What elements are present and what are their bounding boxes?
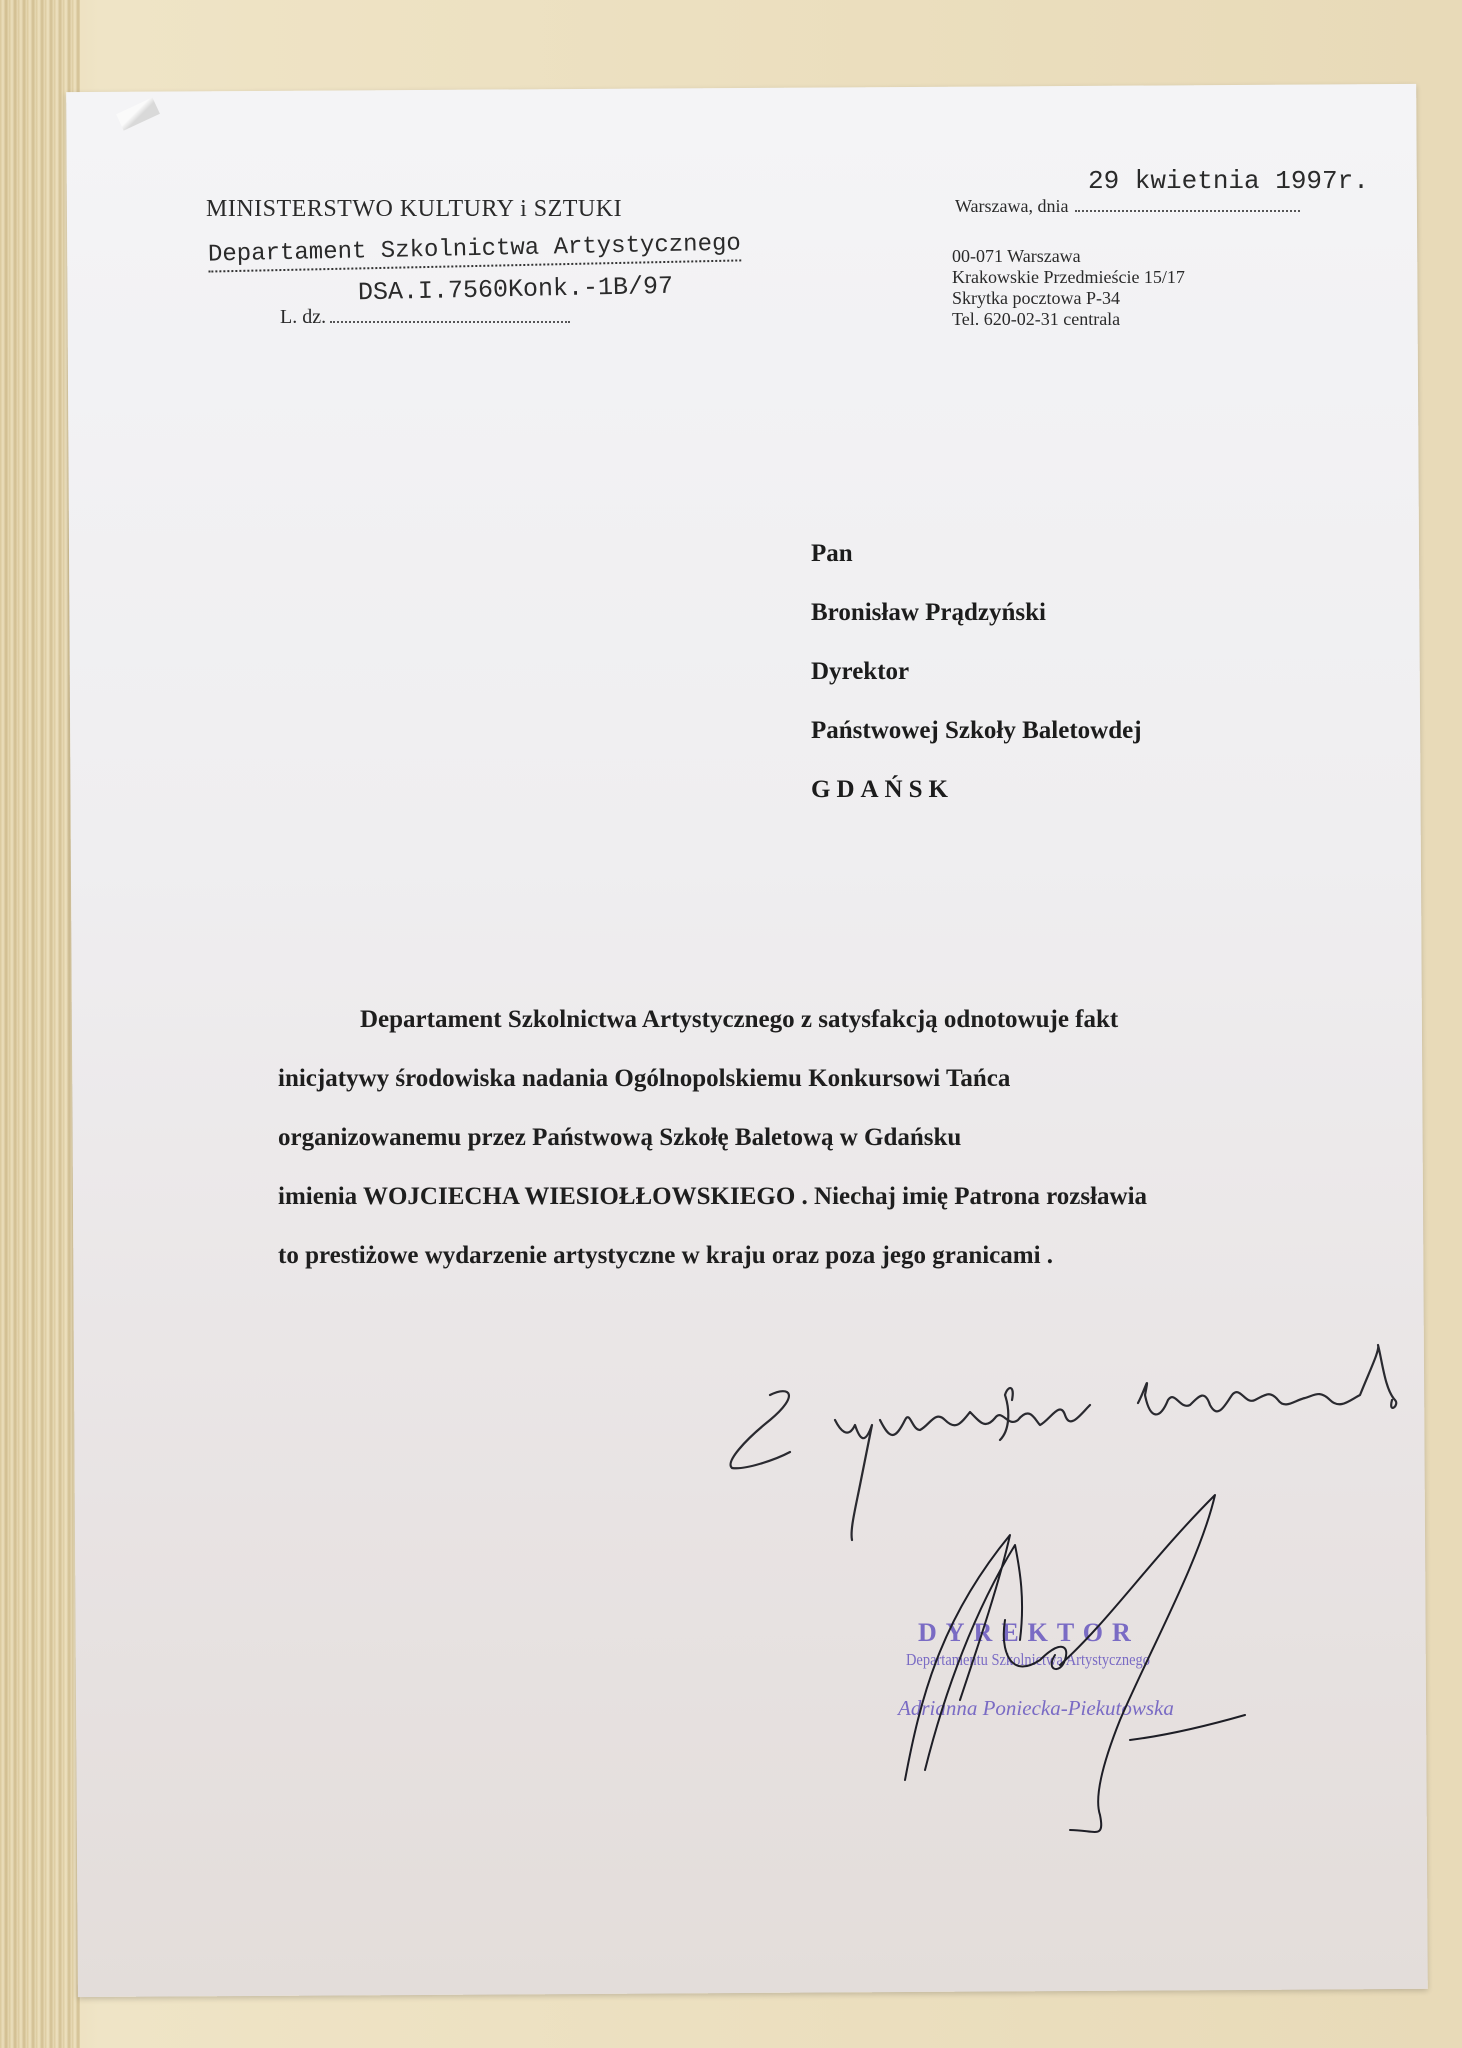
recipient-title: Dyrektor bbox=[811, 658, 910, 685]
body-line: organizowanemu przez Państwową Szkołę Baletową w Gdańsku bbox=[278, 1124, 962, 1151]
stamp-title: DYREKTOR bbox=[918, 1618, 1140, 1647]
address-line: Tel. 620-02-31 centrala bbox=[952, 309, 1121, 329]
reference-number: DSA.I.7560Konk.-1B/97 bbox=[357, 271, 674, 308]
body-line: imienia WOJCIECHA WIESIOŁŁOWSKIEGO . Niechaj imię Patrona rozsławia bbox=[278, 1183, 1148, 1210]
date-field bbox=[955, 196, 1300, 217]
recipient-name: Bronisław Prądzyński bbox=[811, 599, 1046, 626]
body-line: inicjatywy środowiska nadania Ogólnopolskiemu Konkursowi Tańca bbox=[278, 1065, 1011, 1092]
address-line: Skrytka pocztowa P-34 bbox=[952, 288, 1120, 308]
body-line: Departament Szkolnictwa Artystycznego z satysfakcją odnotowuje fakt bbox=[360, 1006, 1119, 1033]
letter-body bbox=[278, 1002, 1258, 1297]
address-line: 00-071 Warszawa bbox=[952, 246, 1081, 266]
ministry-name: MINISTERSTWO KULTURY i SZTUKI bbox=[206, 196, 623, 222]
date-dotted-line bbox=[1075, 210, 1300, 212]
recipient-block bbox=[811, 536, 1142, 831]
address-line: Krakowskie Przedmieście 15/17 bbox=[952, 267, 1185, 287]
place-label: Warszawa, dnia bbox=[955, 196, 1069, 216]
director-stamp bbox=[898, 1618, 1193, 1721]
body-line: to prestiżowe wydarzenie artystyczne w kraju oraz poza jego granicami . bbox=[278, 1242, 1054, 1269]
typed-date: 29 kwietnia 1997r. bbox=[1088, 166, 1369, 196]
department-name: Departament Szkolnictwa Artystycznego bbox=[208, 230, 741, 272]
recipient-institution: Państwowej Szkoły Baletowdej bbox=[811, 717, 1142, 744]
recipient-salutation: Pan bbox=[811, 540, 853, 567]
stamp-department: Departamentu Szkolnictwa Artystycznego bbox=[906, 1650, 1150, 1669]
recipient-city: GDAŃSK bbox=[811, 776, 954, 803]
stamp-name: Adrianna Poniecka-Piekutowska bbox=[898, 1696, 1174, 1720]
ldz-dotted-line bbox=[330, 321, 570, 323]
ldz-label: L. dz. bbox=[280, 306, 327, 328]
ldz-field bbox=[280, 306, 570, 329]
ministry-address bbox=[952, 246, 1185, 330]
